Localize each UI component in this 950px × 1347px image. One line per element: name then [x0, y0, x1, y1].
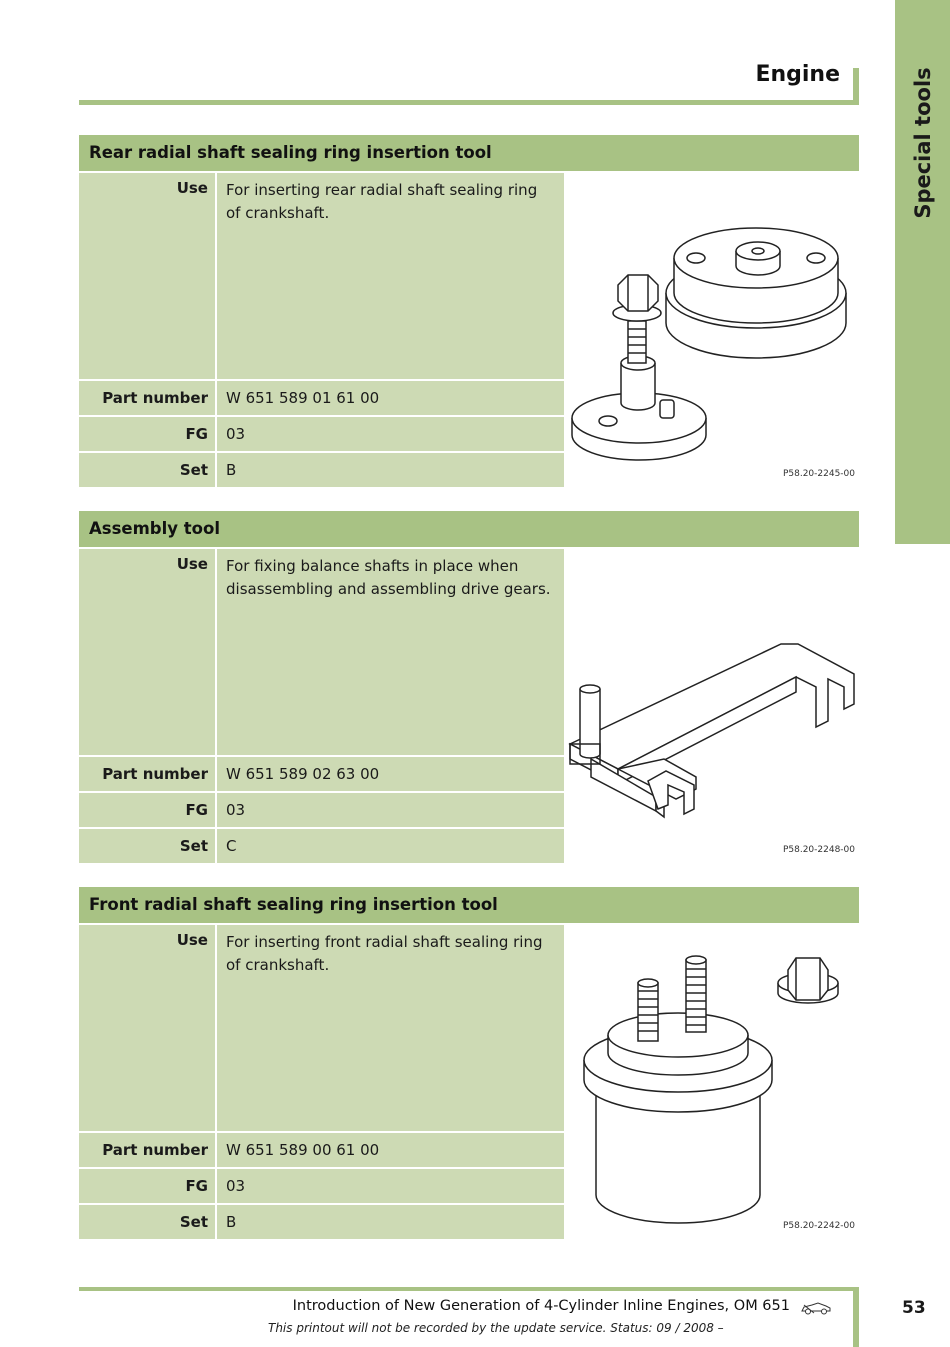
part-number-row: [79, 757, 564, 791]
fg-row: [79, 1169, 564, 1203]
use-label: Use: [79, 925, 215, 1131]
use-label: Use: [79, 549, 215, 755]
set-row: [79, 1205, 564, 1239]
front-sealing-ring-tool-icon: [566, 925, 859, 1241]
footer-title: Introduction of New Generation of 4-Cylinder Inline Engines, OM 651: [292, 1298, 790, 1314]
set-value: C: [217, 829, 564, 863]
section-title: Rear radial shaft sealing ring insertion tool: [79, 135, 859, 171]
part-number-value: W 651 589 01 61 00: [217, 381, 564, 415]
part-number-value: W 651 589 02 63 00: [217, 757, 564, 791]
set-row: [79, 453, 564, 487]
illustration-ref: P58.20-2242-00: [782, 1221, 855, 1231]
fg-label: FG: [79, 1169, 215, 1203]
assembly-tool-icon: [566, 549, 859, 865]
tool-section-front-sealing: [79, 887, 859, 1231]
side-tab: [895, 0, 950, 544]
use-row: [79, 173, 564, 379]
part-number-row: [79, 1133, 564, 1167]
fg-label: FG: [79, 793, 215, 827]
use-row: [79, 549, 564, 755]
footer-rule-tick: [853, 1287, 859, 1347]
set-label: Set: [79, 1205, 215, 1239]
part-number-label: Part number: [79, 1133, 215, 1167]
tool-illustration: [566, 549, 859, 865]
set-value: B: [217, 1205, 564, 1239]
tool-info-table: [79, 173, 564, 489]
tool-section-assembly: [79, 511, 859, 855]
side-tab-label: Special tools: [910, 67, 935, 219]
use-value: For inserting rear radial shaft sealing ring of crankshaft.: [217, 173, 564, 379]
tool-illustration: [566, 925, 859, 1241]
fg-row: [79, 417, 564, 451]
use-value: For inserting front radial shaft sealing ring of crankshaft.: [217, 925, 564, 1131]
use-label: Use: [79, 173, 215, 379]
use-row: [79, 925, 564, 1131]
car-icon: [800, 1301, 832, 1315]
illustration-ref: P58.20-2248-00: [782, 845, 855, 855]
tool-info-table: [79, 549, 564, 865]
tool-section-rear-sealing: [79, 135, 859, 479]
side-tab-label-box: [895, 68, 950, 218]
section-title: Front radial shaft sealing ring insertion tool: [79, 887, 859, 923]
fg-value: 03: [217, 793, 564, 827]
part-number-label: Part number: [79, 381, 215, 415]
illustration-ref: P58.20-2245-00: [782, 469, 855, 479]
section-title: Assembly tool: [79, 511, 859, 547]
footer-rule: [79, 1287, 859, 1291]
header-rule-tick: [853, 68, 859, 105]
part-number-label: Part number: [79, 757, 215, 791]
part-number-value: W 651 589 00 61 00: [217, 1133, 564, 1167]
header-rule: [79, 100, 859, 105]
set-value: B: [217, 453, 564, 487]
fg-value: 03: [217, 417, 564, 451]
fg-value: 03: [217, 1169, 564, 1203]
set-label: Set: [79, 453, 215, 487]
fg-label: FG: [79, 417, 215, 451]
page-number: 53: [902, 1298, 926, 1318]
use-value: For fixing balance shafts in place when disassembling and assembling drive gears.: [217, 549, 564, 755]
rear-sealing-ring-tool-icon: [566, 173, 859, 489]
page-title: Engine: [755, 62, 840, 87]
tool-info-table: [79, 925, 564, 1241]
tool-illustration: [566, 173, 859, 489]
part-number-row: [79, 381, 564, 415]
set-row: [79, 829, 564, 863]
footer-note: This printout will not be recorded by the update service. Status: 09 / 2008 –: [268, 1321, 724, 1335]
fg-row: [79, 793, 564, 827]
set-label: Set: [79, 829, 215, 863]
